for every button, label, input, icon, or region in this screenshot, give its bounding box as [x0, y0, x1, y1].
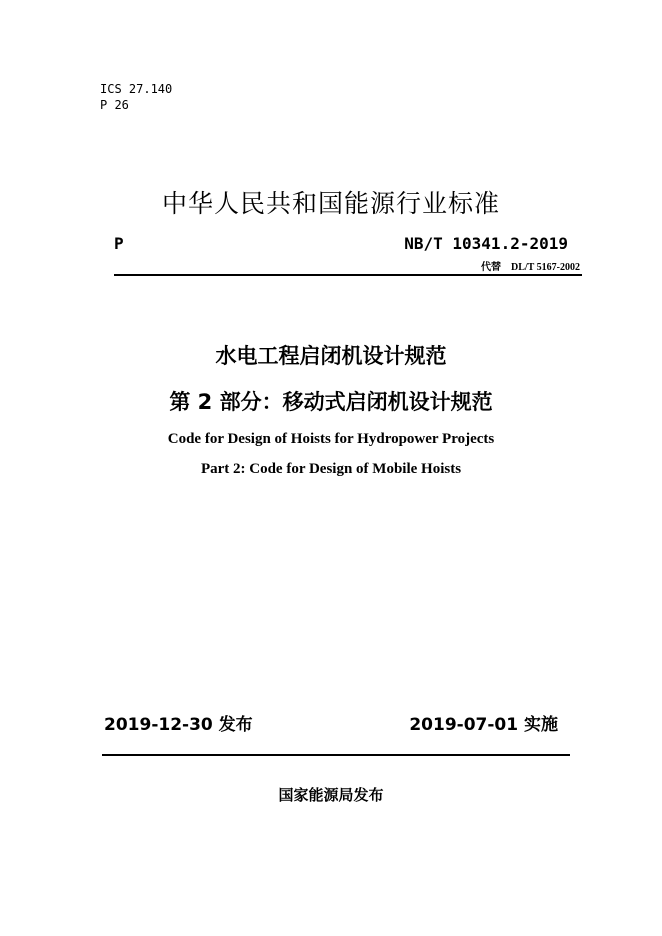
effective-date: 2019-07-01 实施: [409, 715, 558, 735]
publisher: 国家能源局发布: [278, 786, 384, 804]
classification-codes: [100, 81, 172, 113]
replaces-note: [481, 258, 580, 273]
footer-rule: [102, 754, 570, 756]
issuing-authority-heading: 中华人民共和国能源行业标准: [161, 189, 500, 218]
category-letter: P: [114, 234, 124, 253]
ccs-code: P 26: [100, 98, 129, 112]
replaces-label: 代替: [481, 262, 501, 273]
chinese-title-line-1: 水电工程启闭机设计规范: [215, 344, 447, 368]
ics-code: ICS 27.140: [100, 82, 173, 96]
english-title-line-2: Part 2: Code for Design of Mobile Hoists: [200, 461, 462, 477]
standard-number: NB/T 10341.2-2019: [404, 234, 568, 253]
chinese-title-line-2: 第 2 部分：移动式启闭机设计规范: [169, 390, 493, 414]
replaces-number: DL/T 5167-2002: [511, 262, 580, 273]
header-rule: [114, 274, 582, 276]
issue-date: 2019-12-30 发布: [104, 715, 253, 735]
english-title-line-1: Code for Design of Hoists for Hydropower Projects: [167, 431, 495, 447]
